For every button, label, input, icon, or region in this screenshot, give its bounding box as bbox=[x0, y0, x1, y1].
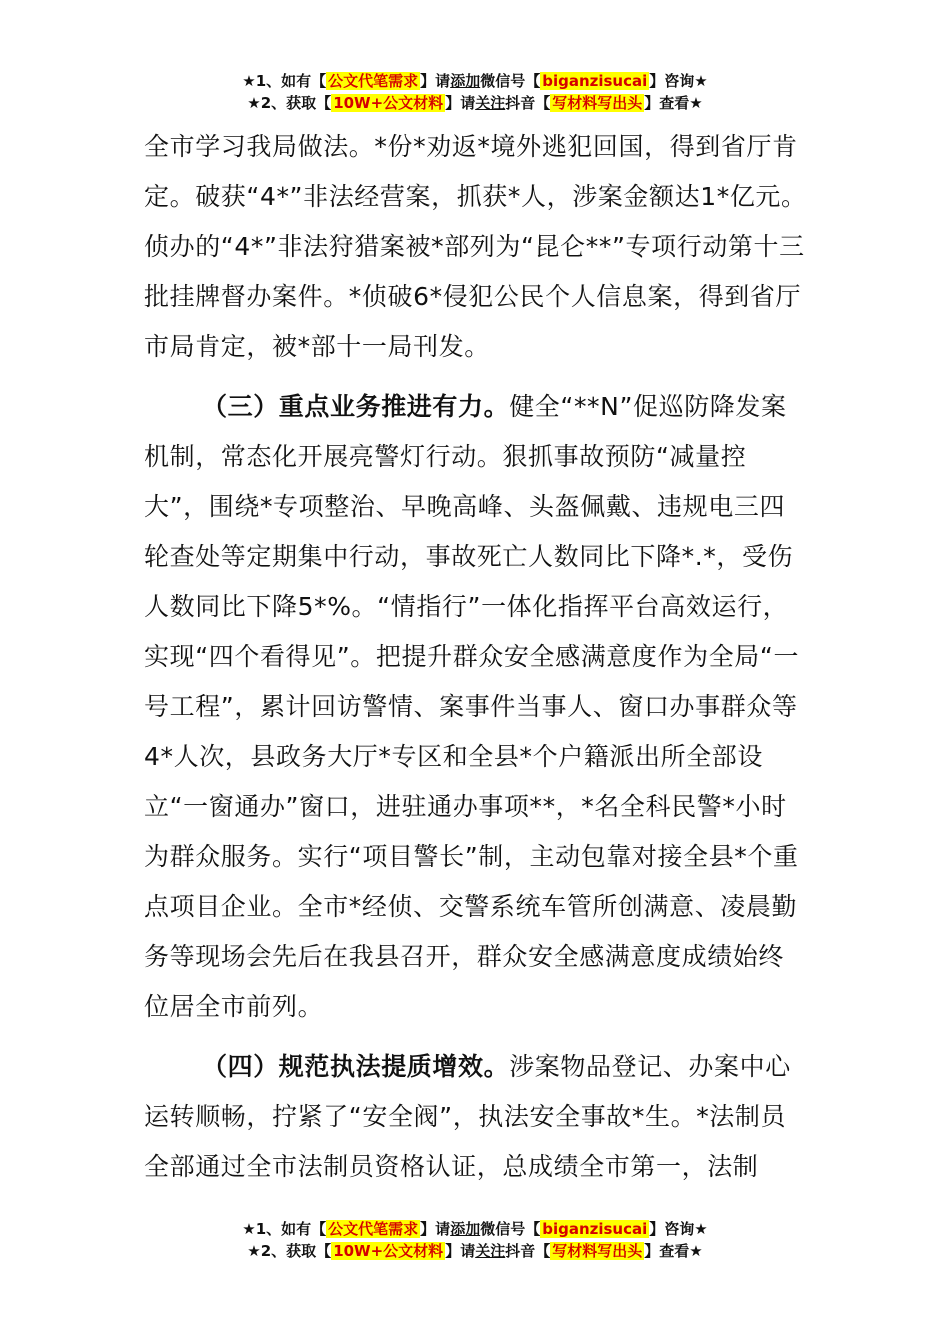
document-body bbox=[144, 122, 809, 1192]
banner-text: 抖音【 bbox=[505, 94, 551, 112]
banner-underlined: 关注 bbox=[475, 1242, 506, 1260]
banner-text: ★1、如有【 bbox=[242, 1220, 327, 1238]
paragraph-text: 涉案物品登记、办案中心运转顺畅，拧紧了“安全阀”，执法安全事故*生。*法制员全部通过全市法制员资格认证，总成绩全市第一，法制 bbox=[144, 1052, 791, 1181]
banner-text: 】咨询★ bbox=[649, 72, 708, 90]
highlight-materials: 10W+公文材料 bbox=[333, 1242, 444, 1260]
footer-banner bbox=[0, 1218, 950, 1262]
banner-line-2 bbox=[0, 92, 950, 114]
banner-text: 】请 bbox=[420, 1220, 451, 1238]
banner-underlined: 关注 bbox=[475, 94, 506, 112]
paragraph-key-business bbox=[144, 382, 809, 1032]
paragraph-law-enforcement bbox=[144, 1042, 809, 1192]
banner-text: 微信号【 bbox=[480, 1220, 541, 1238]
highlight-wechat-id: biganzisucai bbox=[542, 72, 648, 90]
section-heading-4: （四）规范执法提质增效。 bbox=[202, 1052, 510, 1081]
section-heading-3: （三）重点业务推进有力。 bbox=[202, 392, 510, 421]
banner-text: ★1、如有【 bbox=[242, 72, 327, 90]
banner-text: 】请 bbox=[420, 72, 451, 90]
banner-text: 】查看★ bbox=[644, 94, 703, 112]
banner-underlined: 添加 bbox=[450, 1220, 481, 1238]
banner-line-1 bbox=[0, 70, 950, 92]
banner-text: ★2、获取【 bbox=[247, 1242, 332, 1260]
banner-line-2 bbox=[0, 1240, 950, 1262]
banner-line-1 bbox=[0, 1218, 950, 1240]
banner-text: ★2、获取【 bbox=[247, 94, 332, 112]
highlight-service: 公文代笔需求 bbox=[328, 72, 419, 90]
banner-underlined: 添加 bbox=[450, 72, 481, 90]
banner-text: 】请 bbox=[445, 1242, 476, 1260]
banner-text: 微信号【 bbox=[480, 72, 541, 90]
banner-text: 】查看★ bbox=[644, 1242, 703, 1260]
banner-text: 】咨询★ bbox=[649, 1220, 708, 1238]
highlight-douyin: 写材料写出头 bbox=[552, 1242, 643, 1260]
banner-text: 】请 bbox=[445, 94, 476, 112]
highlight-wechat-id: biganzisucai bbox=[542, 1220, 648, 1238]
paragraph-continued: 全市学习我局做法。*份*劝返*境外逃犯回国，得到省厅肯定。破获“4*”非法经营案，抓获*人，涉案金额达1*亿元。侦办的“4*”非法狩猎案被*部列为“昆仑**”专项行动第十三批挂牌督办案件。*侦破6*侵犯公民个人信息案，得到省厅市局肯定，被*部十一局刊发。 bbox=[144, 132, 807, 361]
header-banner bbox=[0, 70, 950, 114]
paragraph-text: 健全“**N”促巡防降发案机制，常态化开展亮警灯行动。狠抓事故预防“减量控大”，围绕*专项整治、早晚高峰、头盔佩戴、违规电三四轮查处等定期集中行动，事故死亡人数同比下降*.*，受伤人数同比下降5*%。“情指行”一体化指挥平台高效运行，实现“四个看得见”。把提升群众安全感满意度作为全局“一号工程”，累计回访警情、案事件当事人、窗口办事群众等4*人次，县政务大厅*专区和全县*个户籍派出所全部设立“一窗通办”窗口，进驻通办事项**，*名全科民警*小时为群众服务。实行“项目警长”制，主动包靠对接全县*个重点项目企业。全市*经侦、交警系统车管所创满意、凌晨勤务等现场会先后在我县召开，群众安全感满意度成绩始终位居全市前列。 bbox=[144, 392, 800, 1021]
highlight-service: 公文代笔需求 bbox=[328, 1220, 419, 1238]
highlight-douyin: 写材料写出头 bbox=[552, 94, 643, 112]
banner-text: 抖音【 bbox=[505, 1242, 551, 1260]
highlight-materials: 10W+公文材料 bbox=[333, 94, 444, 112]
